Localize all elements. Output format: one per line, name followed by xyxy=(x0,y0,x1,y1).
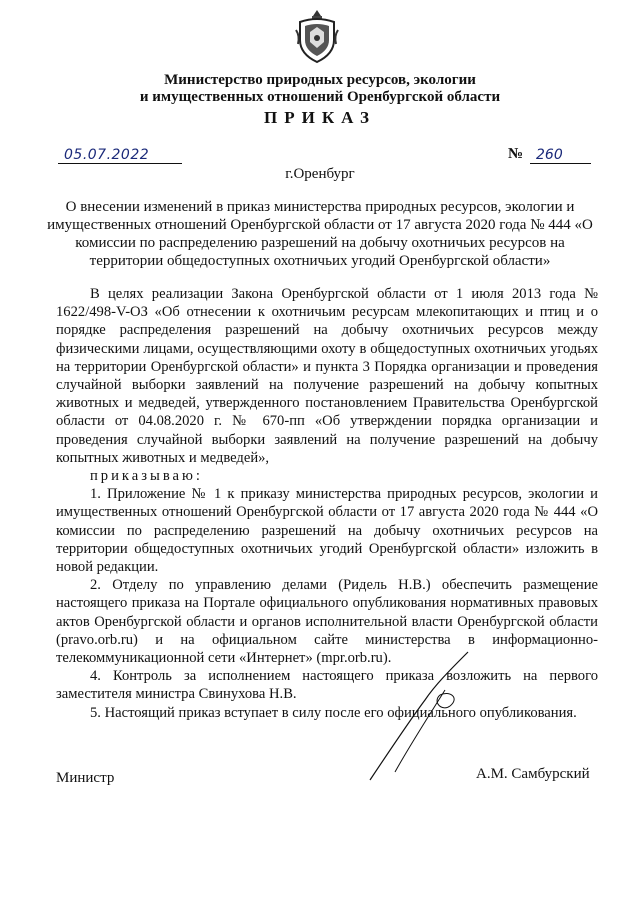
handwritten-signature xyxy=(300,640,490,790)
organization-name xyxy=(0,72,640,106)
number-label: № xyxy=(508,146,524,162)
document-type-title: ПРИКАЗ xyxy=(264,108,376,127)
preamble-paragraph: В целях реализации Закона Оренбургской области от 1 июля 2013 года № 1622/498-V-ОЗ «Об отнесении к охотничьим ресурсам млекопитающих и птиц и о порядке распределения разрешений на добычу охотничьих ресурсов между физическими лицами, осуществляющими охоту в общедоступных охотничьих угодьях на территории Оренбургской области» и пункта 3 Порядка организации и проведения случайной выборки заявлений на получение разрешений на добычу копытных животных и медведей, утвержденного постановлением Правительства Оренбургской области от 04.08.2020 г. № 670-пп «Об утверждении порядка организации и проведения случайной выборки заявлений на получение разрешений на добычу копытных животных и медведей», xyxy=(56,286,598,466)
coat-of-arms-icon xyxy=(292,8,342,64)
document-date: 05.07.2022 xyxy=(58,147,182,164)
order-item: 2. Отделу по управлению делами (Ридель Н.В.) обеспечить размещение настоящего приказа на Портале официального опубликования нормативных правовых актов Оренбургской области и органов исполнительной власти Оренбургской области (pravo.orb.ru) и на официальном сайте министерства в информационно-телекоммуникационной сети «Интернет» (mpr.orb.ru). xyxy=(56,577,598,667)
order-item: 4. Контроль за исполнением настоящего приказа возложить на первого заместителя министра Свинухова Н.В. xyxy=(56,668,598,703)
order-item: 5. Настоящий приказ вступает в силу после его официального опубликования. xyxy=(90,704,577,721)
signatory-position: Министр xyxy=(56,770,115,786)
document-subject: О внесении изменений в приказ министерства природных ресурсов, экологии и имущественных отношений Оренбургской области от 17 августа 2020 года № 444 «О комиссии по распределению разрешений на добычу охотничьих ресурсов на территории общедоступных охотничьих угодий Оренбургской области» xyxy=(47,199,593,269)
order-item: 1. Приложение № 1 к приказу министерства природных ресурсов, экологии и имущественных отношений Оренбургской области от 17 августа 2020 года № 444 «О комиссии по распределению разрешений на добычу охотничьих ресурсов на территории общедоступных охотничьих угодий Оренбургской области» изложить в новой редакции. xyxy=(56,486,598,576)
org-line-2: и имущественных отношений Оренбургской области xyxy=(139,89,501,105)
city: г.Оренбург xyxy=(285,166,355,182)
signatory-name: А.М. Самбурский xyxy=(476,766,590,782)
org-line-1: Министерство природных ресурсов, экологии xyxy=(164,72,476,88)
document-number: 260 xyxy=(530,147,591,164)
order-word: приказываю: xyxy=(90,468,203,485)
